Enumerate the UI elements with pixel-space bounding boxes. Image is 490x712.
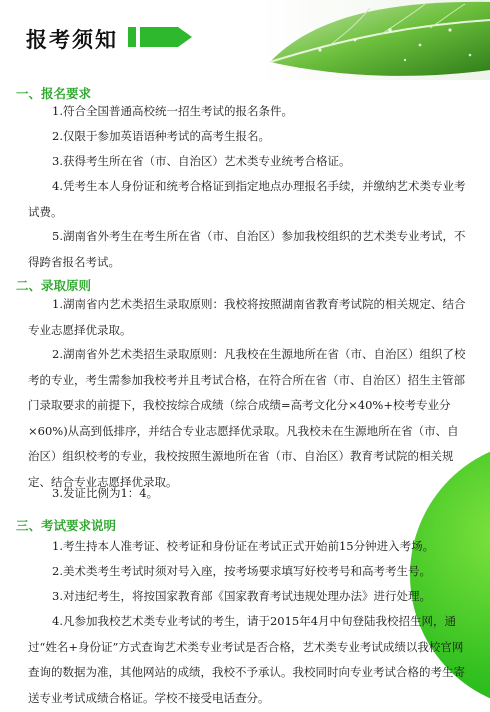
section-heading-requirements: 一、报名要求 bbox=[16, 86, 92, 101]
paragraph: 2.美术类考生考试时须对号入座，按考场要求填写好校考号和高考考生号。 bbox=[52, 564, 431, 578]
section-heading-admission: 二、录取原则 bbox=[16, 278, 92, 293]
title-arrow-icon bbox=[128, 27, 192, 47]
section-heading-exam: 三、考试要求说明 bbox=[16, 518, 117, 533]
paragraph: 3.对违纪考生，将按国家教育部《国家教育考试违规处理办法》进行处理。 bbox=[52, 589, 431, 603]
paragraph: 2.湖南省外艺术类招生录取原则：凡我校在生源地所在省（市、自治区）组织了校考的专业，考生需参加我校考并且考试合格，在符合所在省（市、自治区）招生主管部门录取要求的前提下，我校按综合成绩（综合成绩=高考文化分×40%+校考专业分×60%)从高到低排序，并结合专业志愿择优录取。凡我校未在生源地所在省（市、自治区）组织校考的专业，我校按照生源地所在省（市、自治区）教育考试院的相关规定、结合专业志愿择优录取。 bbox=[28, 347, 466, 489]
paragraph: 1.湖南省内艺术类招生录取原则：我校将按照湖南省教育考试院的相关规定、结合专业志愿择优录取。 bbox=[28, 297, 466, 337]
paragraph: 1.符合全国普通高校统一招生考试的报名条件。 bbox=[52, 104, 293, 118]
paragraph: 5.湖南省外考生在考生所在省（市、自治区）参加我校组织的艺术类专业考试，不得跨省报名考试。 bbox=[28, 229, 466, 269]
leaf-decoration bbox=[260, 0, 490, 80]
paragraph: 3.发证比例为1：4。 bbox=[52, 486, 159, 500]
paragraph: 4.凡参加我校艺术类专业考试的考生，请于2015年4月中旬登陆我校招生网，通过“姓名+身份证”方式查询艺术类专业考试是否合格，艺术类专业考试成绩以我校官网查询的数据为准，其他网站的成绩，我校不予承认。我校同时向专业考试合格的考生寄送专业考试成绩合格证。学校不接受电话查分。 bbox=[28, 614, 465, 705]
paragraph: 1.考生持本人准考证、校考证和身份证在考试正式开始前15分钟进入考场。 bbox=[52, 539, 435, 553]
page-title: 报考须知 bbox=[26, 28, 118, 52]
paragraph: 2.仅限于参加英语语种考试的高考生报名。 bbox=[52, 129, 270, 143]
paragraph: 4.凭考生本人身份证和统考合格证到指定地点办理报名手续，并缴纳艺术类专业考试费。 bbox=[28, 179, 466, 219]
paragraph: 3.获得考生所在省（市、自治区）艺术类专业统考合格证。 bbox=[52, 154, 351, 168]
